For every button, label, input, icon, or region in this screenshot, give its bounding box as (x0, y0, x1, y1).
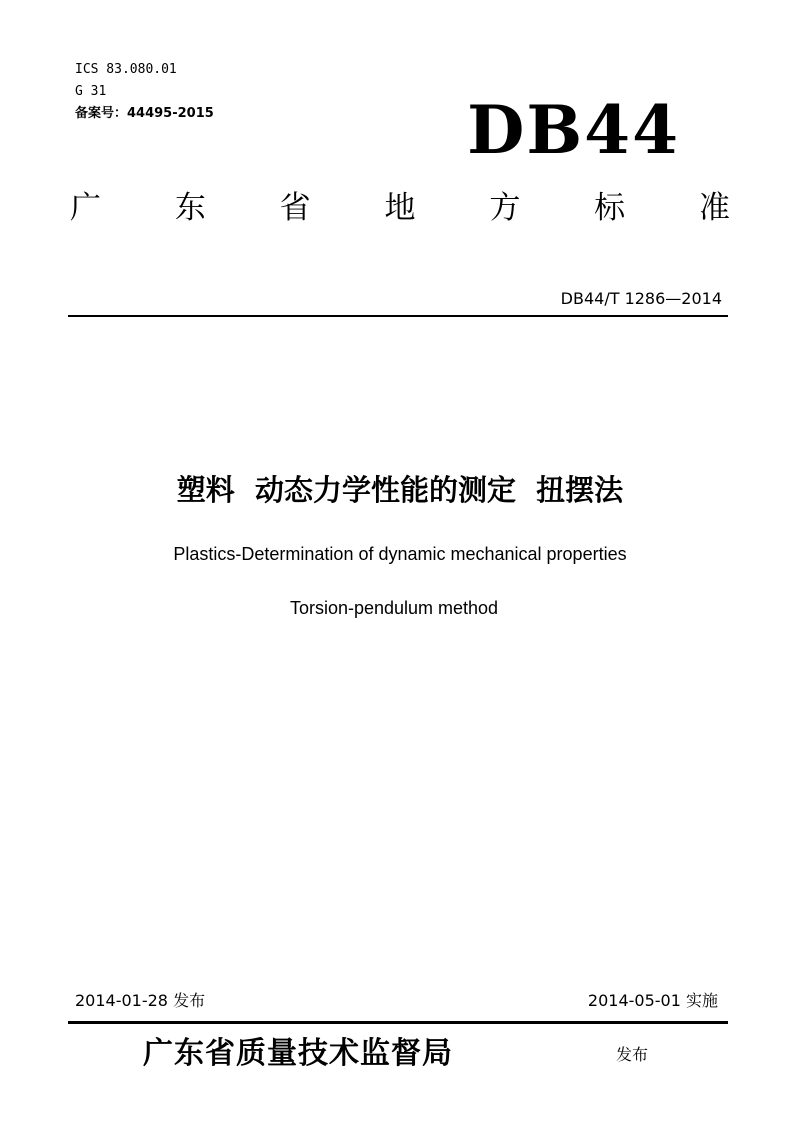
standard-type-char: 准 (698, 190, 730, 226)
classification-code: G 31 (75, 84, 107, 99)
filing-number: 备案号：44495-2015 (75, 106, 214, 121)
top-divider (68, 315, 728, 317)
standard-type-char: 地 (384, 190, 416, 226)
standard-type-char: 方 (489, 190, 521, 226)
standard-number: DB44/T 1286—2014 (560, 289, 722, 308)
standard-type-char: 标 (594, 190, 626, 226)
implementation-date: 2014-05-01 实施 (587, 991, 718, 1010)
standard-type-char: 省 (279, 190, 311, 226)
ics-code: ICS 83.080.01 (75, 62, 177, 77)
english-title-line-1: Plastics-Determination of dynamic mechanical properties (173, 544, 627, 564)
issue-date: 2014-01-28 发布 (75, 991, 206, 1010)
standard-type-char: 广 (70, 190, 101, 226)
bottom-divider (68, 1021, 728, 1024)
db44-logo: DB44 (467, 91, 680, 169)
english-title-line-2: Torsion-pendulum method (289, 598, 499, 618)
chinese-title: 塑料 动态力学性能的测定 扭摆法 (176, 473, 624, 507)
standard-type-heading (70, 186, 730, 230)
issuing-authority: 广东省质量技术监督局 (143, 1036, 453, 1071)
standard-type-char: 东 (174, 190, 206, 226)
issuer-suffix: 发布 (616, 1045, 649, 1064)
